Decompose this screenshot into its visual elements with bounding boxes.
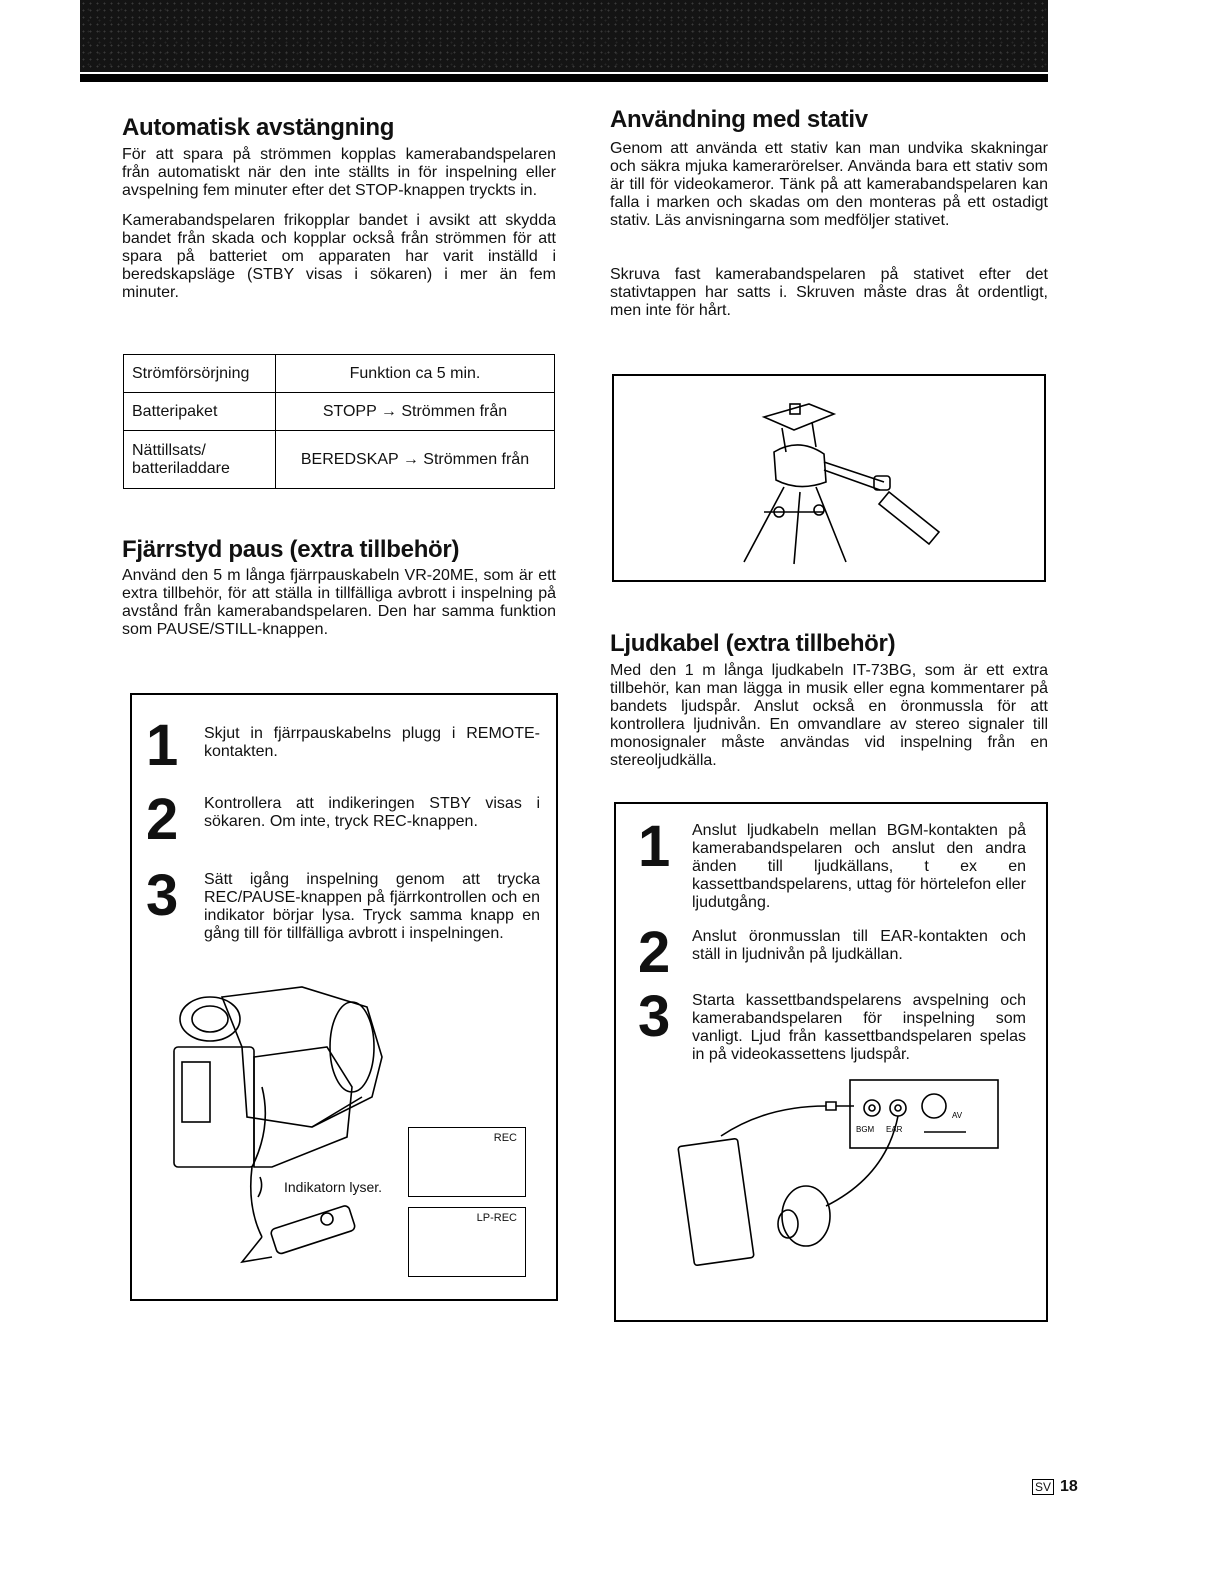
rec-display xyxy=(408,1127,526,1197)
indicator-caption: Indikatorn lyser. xyxy=(284,1179,383,1195)
camcorder-remote-illustration xyxy=(152,977,392,1287)
header-rule xyxy=(80,74,1048,82)
audio-body xyxy=(610,662,1048,782)
step-text: Anslut öronmusslan till EAR-kontakten och ställ in ljudnivån på ljudkällan. xyxy=(692,928,1026,963)
ear-jack-label: EAR xyxy=(886,1125,903,1134)
table-cell: BEREDSKAP → Strömmen från xyxy=(276,431,555,489)
step-number: 1 xyxy=(146,713,179,778)
auto-off-body xyxy=(122,146,556,314)
step-number: 1 xyxy=(638,814,671,879)
step-text: Sätt igång inspelning genom att trycka REC/PAUSE-knappen på fjärrkontrollen och en indikator börjar lysa. Tryck samma knapp en gång till för tillfälliga avbrott i inspelningen. xyxy=(204,871,540,942)
rec-label: REC xyxy=(493,1132,517,1144)
step-number: 3 xyxy=(146,863,179,928)
step-text: Starta kassettbandspelarens avspelning och kamerabandspelaren för inspelning som vanligt. Ljud från kassettbandspelaren spelas in på videokassettens ljudspår. xyxy=(692,992,1026,1063)
power-table xyxy=(123,354,555,489)
tripod-body xyxy=(610,140,1048,332)
tripod-paragraph-1: Genom att använda ett stativ kan man undvika skakningar och säkra mjuka kamerarörelser. Använda bara ett stativ som är till för videokameror. Tänk på att kamerabandspelaren kan falla i marken och skadas om den monteras på ett ostadigt stativ. Läs anvisningarna som medföljer stativet. xyxy=(610,140,1048,229)
tripod-title: Användning med stativ xyxy=(610,106,868,133)
auto-off-title: Automatisk avstängning xyxy=(122,114,395,141)
av-jack-label: AV xyxy=(952,1111,963,1120)
step-number: 3 xyxy=(638,984,671,1049)
step-text: Kontrollera att indikeringen STBY visas i sökaren. Om inte, tryck REC-knappen. xyxy=(204,795,540,830)
remote-title: Fjärrstyd paus (extra tillbehör) xyxy=(122,536,460,563)
language-badge: SV xyxy=(1032,1479,1054,1495)
audio-paragraph: Med den 1 m långa ljudkabeln IT-73BG, som är ett extra tillbehör, kan man lägga in musik eller egna kommentarer på bandets ljudspår. Anslut också en öronmussla för att kontrollera ljudnivån. En omvandlare av stereo signaler till monosignaler måste användas vid inspelning från en stereoljudkälla. xyxy=(610,662,1048,769)
step-number: 2 xyxy=(638,920,671,985)
table-header-cell: Strömförsörjning xyxy=(124,355,276,393)
bgm-jack-label: BGM xyxy=(856,1125,875,1134)
remote-body xyxy=(122,567,556,651)
page-footer xyxy=(1032,1478,1078,1496)
audio-title: Ljudkabel (extra tillbehör) xyxy=(610,630,896,657)
remote-steps-box xyxy=(130,693,558,1301)
table-row xyxy=(124,393,555,431)
header-band xyxy=(80,0,1048,72)
table-header-cell: Funktion ca 5 min. xyxy=(276,355,555,393)
table-row xyxy=(124,431,555,489)
tripod-illustration xyxy=(724,392,954,567)
lp-rec-label: LP-REC xyxy=(476,1212,517,1224)
auto-off-paragraph-1: För att spara på strömmen kopplas kamerabandspelaren från automatiskt när den inte ställts in för inspelning eller avspelning fem minuter efter det STOP-knappen tryckts in. xyxy=(122,146,556,199)
step-text: Anslut ljudkabeln mellan BGM-kontakten på kamerabandspelaren och anslut den andra änden till ljudkällans, t ex en kassettbandspelarens, uttag för hörtelefon eller ljudutgång. xyxy=(692,822,1026,911)
audio-steps-box xyxy=(614,802,1048,1322)
table-cell: STOPP → Strömmen från xyxy=(276,393,555,431)
remote-paragraph: Använd den 5 m långa fjärrpauskabeln VR-20ME, som är ett extra tillbehör, för att ställa in tillfälliga avbrott i inspelning på avstånd från kamerabandspelaren. Den har samma funktion som PAUSE/STILL-knappen. xyxy=(122,567,556,638)
tripod-figure xyxy=(612,374,1046,582)
table-cell: Nättillsats/ batteriladdare xyxy=(124,431,276,489)
step-number: 2 xyxy=(146,787,179,852)
tripod-paragraph-2: Skruva fast kamerabandspelaren på stativet efter det stativtappen har satts i. Skruven måste dras åt ordentligt, men inte för hårt. xyxy=(610,266,1048,319)
auto-off-paragraph-2: Kamerabandspelaren frikopplar bandet i avsikt att skydda bandet från skada och kopplar också från strömmen för att spara på batteriet om apparaten har varit inställd i beredskapsläge (STBY visas i sökaren) i mer än fem minuter. xyxy=(122,212,556,301)
audio-cable-illustration xyxy=(676,1076,1006,1276)
page-number: 18 xyxy=(1060,1478,1078,1495)
step-text: Skjut in fjärrpauskabelns plugg i REMOTE-kontakten. xyxy=(204,725,540,760)
lp-rec-display xyxy=(408,1207,526,1277)
table-row xyxy=(124,355,555,393)
table-cell: Batteripaket xyxy=(124,393,276,431)
